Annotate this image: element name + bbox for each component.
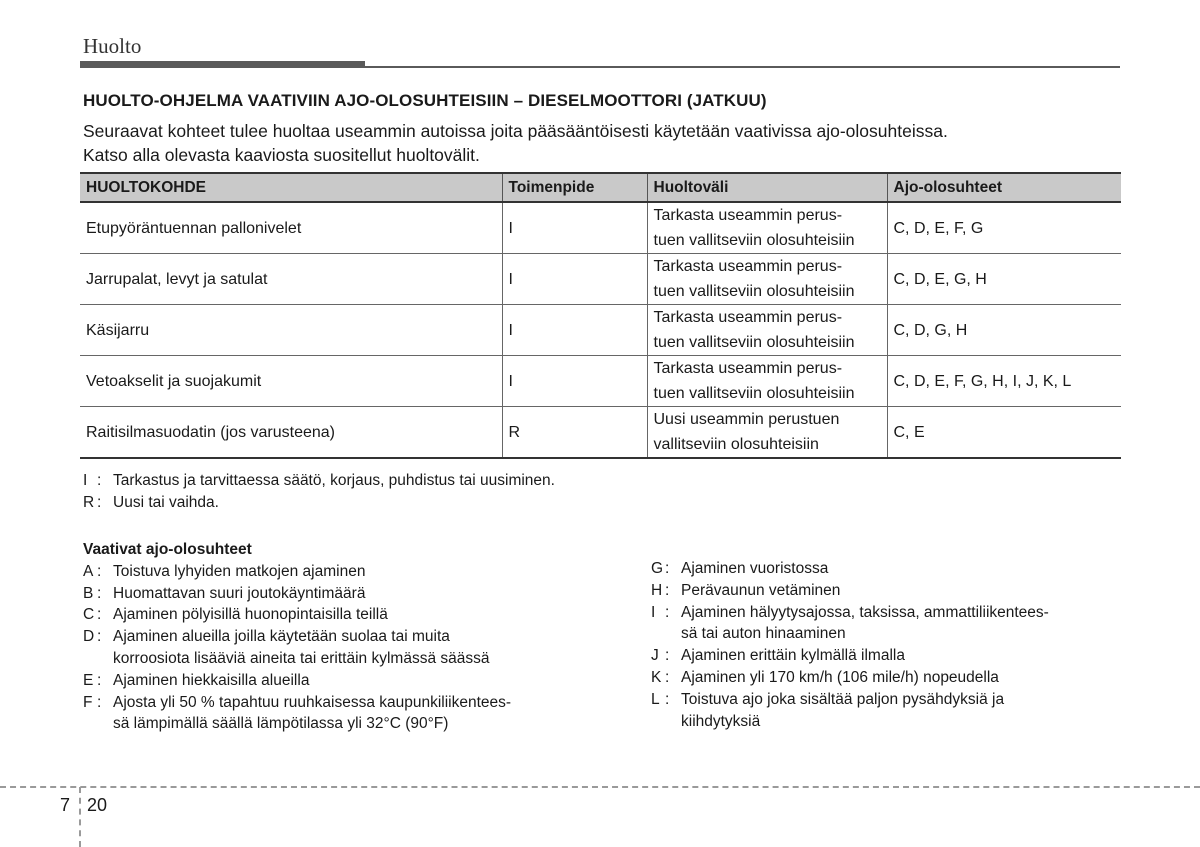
legend-item: R : Uusi tai vaihda. bbox=[83, 492, 555, 514]
cell-interval: Tarkasta useammin perus- tuen vallitseviin olosuhteisiin bbox=[647, 356, 887, 407]
condition-item: E : Ajaminen hiekkaisilla alueilla bbox=[83, 670, 511, 692]
table-row bbox=[80, 356, 1121, 407]
condition-text: Ajaminen hiekkaisilla alueilla bbox=[113, 671, 310, 689]
table-row bbox=[80, 407, 1121, 459]
cell-action: I bbox=[502, 202, 647, 254]
condition-text: Toistuva lyhyiden matkojen ajaminen bbox=[113, 562, 366, 580]
condition-text: Ajaminen erittäin kylmällä ilmalla bbox=[681, 647, 905, 665]
page-header-title: Huolto bbox=[83, 34, 142, 58]
cell-action: I bbox=[502, 356, 647, 407]
cell-conditions: C, D, E, G, H bbox=[887, 254, 1121, 305]
cell-item: Käsijarru bbox=[80, 305, 502, 356]
condition-text: Ajaminen alueilla joilla käytetään suolaa tai muita korroosiota lisääviä aineita tai erittäin kylmässä säässä bbox=[113, 628, 490, 667]
condition-key: E bbox=[83, 671, 94, 689]
column-header-action: Toimenpide bbox=[502, 173, 647, 202]
table-header-row bbox=[80, 173, 1121, 202]
intro-paragraph bbox=[83, 119, 1123, 167]
table-row bbox=[80, 305, 1121, 356]
condition-item: I : Ajaminen hälyytysajossa, taksissa, ammattiliikentees- sä tai auton hinaaminen bbox=[651, 602, 1049, 646]
condition-item: J : Ajaminen erittäin kylmällä ilmalla bbox=[651, 645, 1049, 667]
condition-key: K bbox=[651, 668, 662, 686]
cell-action: R bbox=[502, 407, 647, 459]
condition-text: Ajosta yli 50 % tapahtuu ruuhkaisessa kaupunkiliikentees- sä lämpimällä säällä lämpötilassa yli 32°C (90°F) bbox=[113, 693, 512, 733]
cell-interval: Tarkasta useammin perus- tuen vallitseviin olosuhteisiin bbox=[647, 305, 887, 356]
condition-item: H : Perävaunun vetäminen bbox=[651, 580, 1049, 602]
cell-action: I bbox=[502, 305, 647, 356]
condition-item: C : Ajaminen pölyisillä huonopintaisilla teillä bbox=[83, 604, 511, 626]
cell-item: Vetoakselit ja suojakumit bbox=[80, 356, 502, 407]
legend-item: I : Tarkastus ja tarvittaessa säätö, korjaus, puhdistus tai uusiminen. bbox=[83, 470, 555, 492]
chapter-number: 7 bbox=[60, 795, 71, 815]
footer-divider bbox=[0, 786, 1200, 788]
cell-item: Etupyöräntuennan pallonivelet bbox=[80, 202, 502, 254]
condition-item: A : Toistuva lyhyiden matkojen ajaminen bbox=[83, 561, 511, 583]
cell-conditions: C, D, E, F, G bbox=[887, 202, 1121, 254]
condition-text: Perävaunun vetäminen bbox=[681, 581, 841, 599]
condition-item: F : Ajosta yli 50 % tapahtuu ruuhkaisessa kaupunkiliikentees- sä lämpimällä säällä lämpötilassa yli 32°C (90°F) bbox=[83, 692, 511, 736]
cell-interval: Tarkasta useammin perus- tuen vallitseviin olosuhteisiin bbox=[647, 202, 887, 254]
condition-item: G : Ajaminen vuoristossa bbox=[651, 558, 1049, 580]
condition-key: B bbox=[83, 584, 94, 602]
column-header-conditions: Ajo-olosuhteet bbox=[887, 173, 1121, 202]
table-row bbox=[80, 254, 1121, 305]
legend-text: Tarkastus ja tarvittaessa säätö, korjaus, puhdistus tai uusiminen. bbox=[113, 472, 555, 489]
cell-conditions: C, E bbox=[887, 407, 1121, 459]
legend-text: Uusi tai vaihda. bbox=[113, 494, 219, 511]
conditions-list-left bbox=[83, 539, 511, 735]
cell-interval: Uusi useammin perustuen vallitseviin olosuhteisiin bbox=[647, 407, 887, 459]
condition-key: F bbox=[83, 693, 93, 711]
condition-key: C bbox=[83, 606, 95, 624]
cell-item: Raitisilmasuodatin (jos varusteena) bbox=[80, 407, 502, 459]
cell-interval: Tarkasta useammin perus- tuen vallitseviin olosuhteisiin bbox=[647, 254, 887, 305]
cell-conditions: C, D, E, F, G, H, I, J, K, L bbox=[887, 356, 1121, 407]
condition-key: I bbox=[651, 603, 656, 621]
intro-line: Seuraavat kohteet tulee huoltaa useammin autoissa joita pääsääntöisesti käytetään vaativissa ajo-olosuhteissa. bbox=[83, 121, 948, 141]
condition-text: Ajaminen hälyytysajossa, taksissa, ammattiliikentees- sä tai auton hinaaminen bbox=[681, 603, 1049, 643]
legend-key: I bbox=[83, 472, 88, 489]
column-header-interval: Huoltoväli bbox=[647, 173, 887, 202]
header-rule-thin bbox=[365, 66, 1120, 68]
condition-key: J bbox=[651, 647, 659, 665]
cell-action: I bbox=[502, 254, 647, 305]
condition-text: Huomattavan suuri joutokäyntimäärä bbox=[113, 584, 366, 602]
cell-conditions: C, D, G, H bbox=[887, 305, 1121, 356]
maintenance-table bbox=[80, 172, 1121, 459]
legend-key: R bbox=[83, 494, 95, 511]
table-row bbox=[80, 202, 1121, 254]
condition-item: L : Toistuva ajo joka sisältää paljon pysähdyksiä ja kiihdytyksiä bbox=[651, 689, 1049, 733]
intro-line: Katso alla olevasta kaaviosta suositellut huoltovälit. bbox=[83, 145, 480, 165]
condition-text: Ajaminen pölyisillä huonopintaisilla teillä bbox=[113, 606, 388, 624]
condition-item: B : Huomattavan suuri joutokäyntimäärä bbox=[83, 583, 511, 605]
column-header-item: HUOLTOKOHDE bbox=[80, 173, 502, 202]
condition-text: Ajaminen vuoristossa bbox=[681, 560, 829, 577]
condition-key: A bbox=[83, 562, 94, 580]
cell-item: Jarrupalat, levyt ja satulat bbox=[80, 254, 502, 305]
condition-text: Toistuva ajo joka sisältää paljon pysähdyksiä ja kiihdytyksiä bbox=[681, 690, 1005, 730]
condition-item: K : Ajaminen yli 170 km/h (106 mile/h) nopeudella bbox=[651, 667, 1049, 689]
condition-key: L bbox=[651, 690, 660, 708]
condition-key: D bbox=[83, 628, 95, 646]
condition-key: H bbox=[651, 581, 663, 599]
conditions-list-right bbox=[651, 558, 1049, 732]
header-rule-thick bbox=[80, 61, 365, 68]
condition-key: G bbox=[651, 560, 664, 577]
conditions-title: Vaativat ajo-olosuhteet bbox=[83, 541, 252, 558]
page-number: 20 bbox=[87, 795, 108, 815]
section-heading: HUOLTO-OHJELMA VAATIVIIN AJO-OLOSUHTEISIIN – DIESELMOOTTORI (JATKUU) bbox=[83, 91, 767, 110]
condition-text: Ajaminen yli 170 km/h (106 mile/h) nopeudella bbox=[681, 668, 999, 686]
condition-item: D : Ajaminen alueilla joilla käytetään suolaa tai muita korroosiota lisääviä aineita tai erittäin kylmässä säässä bbox=[83, 626, 511, 670]
action-legend bbox=[83, 470, 555, 514]
footer-page-divider bbox=[79, 787, 81, 847]
